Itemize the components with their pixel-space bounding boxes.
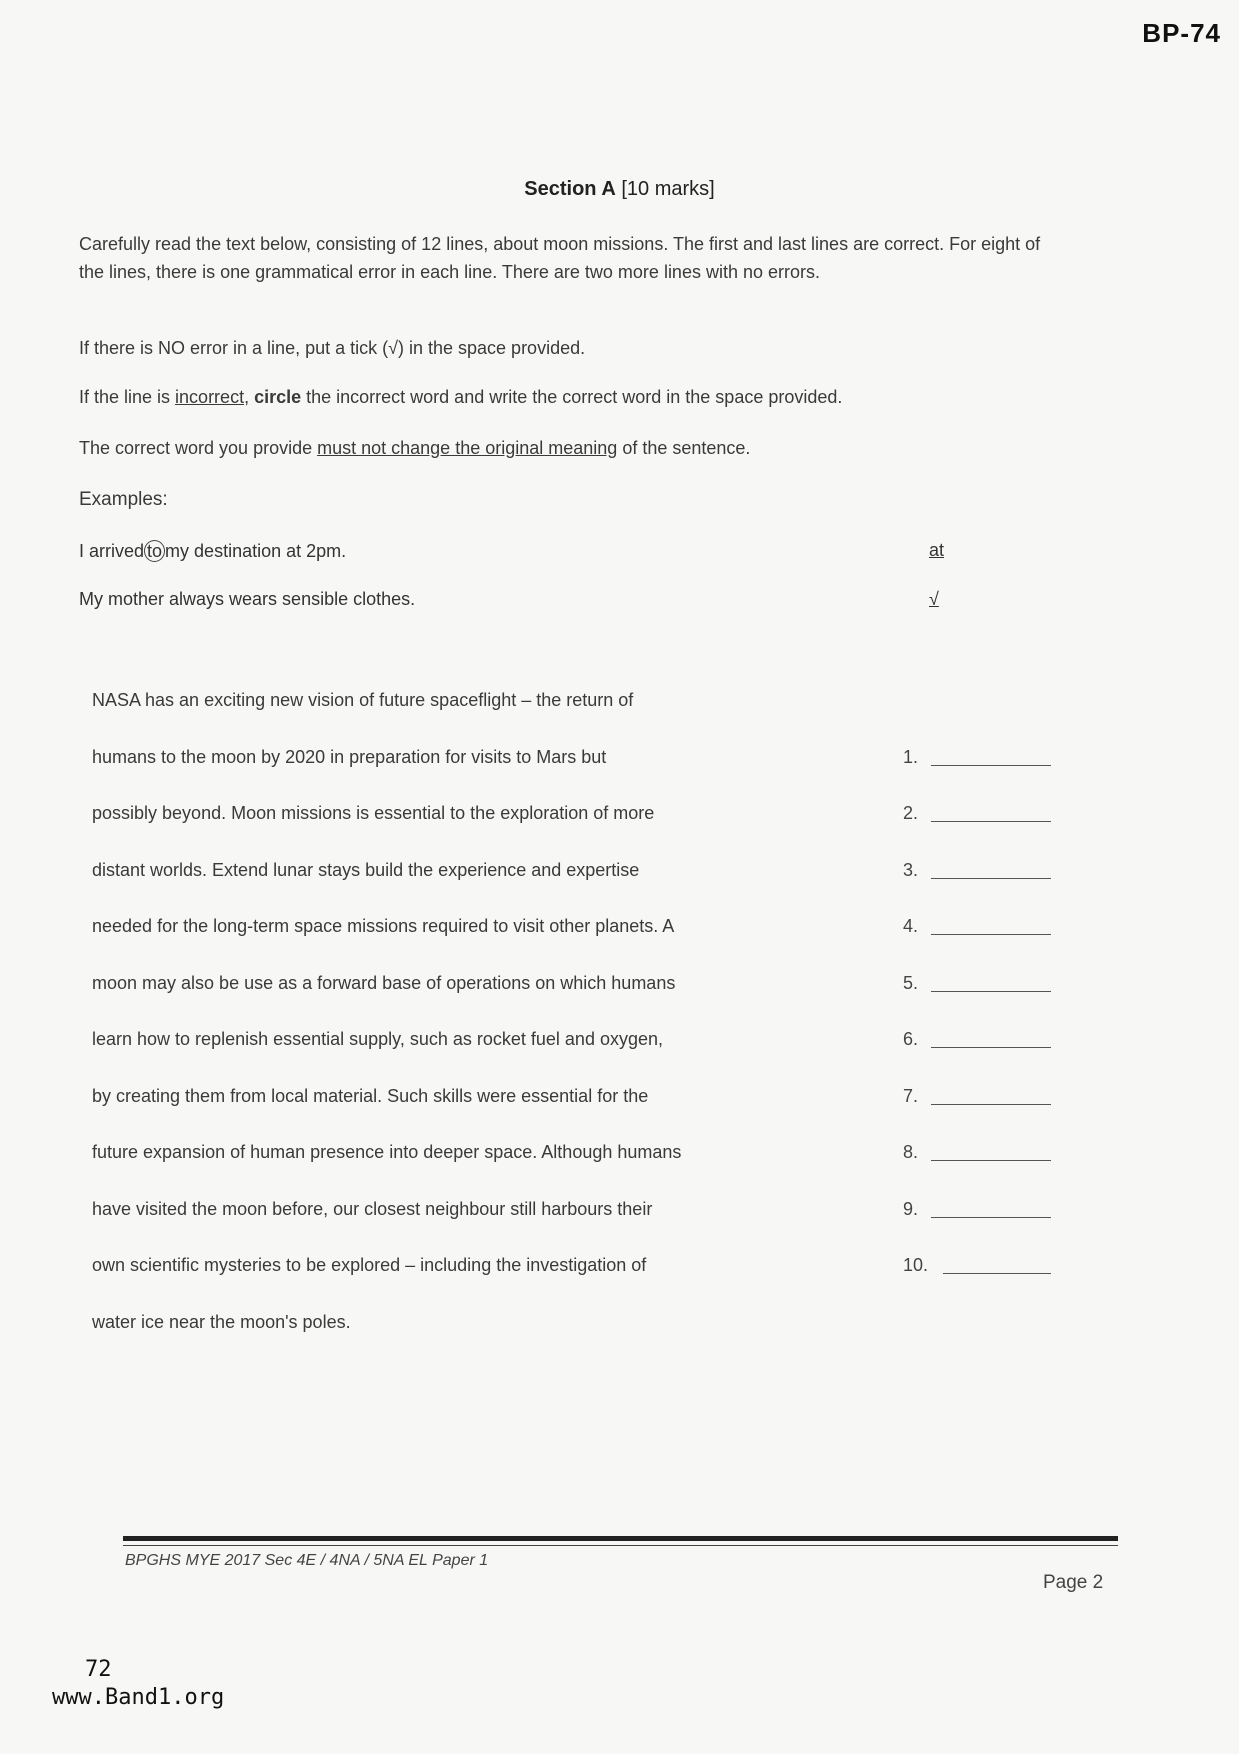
answer-line[interactable] [943,1273,1051,1274]
answer-blank[interactable] [903,1029,1051,1050]
passage-line: distant worlds. Extend lunar stays build the experience and expertise [92,860,640,880]
section-title-bold: Section A [524,178,616,200]
answer-blank[interactable] [903,1199,1051,1220]
instructions-meaning [79,434,1059,462]
answer-line[interactable] [931,765,1051,766]
answer-blank[interactable] [903,916,1051,937]
passage-line: moon may also be use as a forward base of operations on which humans [92,973,676,993]
answer-blank[interactable] [903,860,1051,881]
answer-line[interactable] [931,991,1051,992]
passage-line: humans to the moon by 2020 in preparation for visits to Mars but [92,747,607,767]
answer-blank[interactable] [903,747,1051,768]
answer-number: 7. [903,1086,919,1106]
incorrect-text-a: If the line is [79,387,176,407]
passage-line: needed for the long-term space missions required to visit other planets. A [92,916,675,936]
answer-line[interactable] [931,1217,1051,1218]
example-1-answer: at [929,540,945,560]
instructions-intro: Carefully read the text below, consisting of 12 lines, about moon missions. The first and last lines are correct. For eight of the lines, there is one grammatical error in each line. There are two more lines with no errors. [79,234,1041,282]
incorrect-underlined: incorrect, [175,387,250,407]
answer-line[interactable] [931,1160,1051,1161]
page-number: 72 [85,1657,112,1682]
answer-number: 8. [903,1142,919,1162]
document-code: BP-74 [1142,18,1221,48]
answer-blank[interactable] [903,803,1051,824]
passage-line: possibly beyond. Moon missions is essential to the exploration of more [92,803,655,823]
answer-number: 4. [903,916,919,936]
example-1-circled-word: to [144,540,165,562]
answer-number: 2. [903,803,919,823]
website-watermark: www.Band1.org [52,1685,225,1710]
footer-exam-info: BPGHS MYE 2017 Sec 4E / 4NA / 5NA EL Paper 1 [125,1552,489,1569]
meaning-text-a: The correct word you provide [79,438,318,458]
instructions-incorrect [79,383,1059,411]
incorrect-text-c: the incorrect word and write the correct word in the space provided. [301,387,843,407]
meaning-underlined: must not change the original meaning [317,438,618,458]
answer-number: 3. [903,860,919,880]
passage-line: have visited the moon before, our closest neighbour still harbours their [92,1199,653,1219]
example-1-after: my destination at 2pm. [165,541,347,561]
examples-label: Examples: [79,489,168,510]
answer-number: 6. [903,1029,919,1049]
passage-line: by creating them from local material. Such skills were essential for the [92,1086,649,1106]
section-title [0,178,1239,201]
passage-line: NASA has an exciting new vision of future spaceflight – the return of [92,690,634,710]
incorrect-bold: circle [249,387,302,407]
passage-line: future expansion of human presence into deeper space. Although humans [92,1142,682,1162]
footer-rule [123,1536,1118,1541]
answer-number: 1. [903,747,919,767]
meaning-text-b: of the sentence. [617,438,751,458]
passage-line: learn how to replenish essential supply, such as rocket fuel and oxygen, [92,1029,663,1049]
footer-rule-thin [123,1545,1118,1546]
passage-line: own scientific mysteries to be explored – including the investigation of [92,1255,647,1275]
footer-page-label: Page 2 [1043,1572,1104,1593]
answer-line[interactable] [931,1104,1051,1105]
answer-line[interactable] [931,878,1051,879]
example-2-text: My mother always wears sensible clothes. [79,589,416,609]
answer-line[interactable] [931,821,1051,822]
answer-blank[interactable] [903,1086,1051,1107]
answer-blank[interactable] [903,1255,1051,1276]
answer-blank[interactable] [903,1142,1051,1163]
answer-number: 9. [903,1199,919,1219]
example-1-text [79,540,346,562]
answer-line[interactable] [931,934,1051,935]
answer-line[interactable] [931,1047,1051,1048]
answer-number: 10. [903,1255,929,1275]
passage-line: water ice near the moon's poles. [92,1312,351,1332]
example-1-before: I arrived [79,541,145,561]
answer-blank[interactable] [903,973,1051,994]
example-2-answer: √ [929,589,939,609]
section-title-marks: [10 marks] [615,178,715,200]
instructions-tick: If there is NO error in a line, put a tick (√) in the space provided. [79,338,586,358]
answer-number: 5. [903,973,919,993]
